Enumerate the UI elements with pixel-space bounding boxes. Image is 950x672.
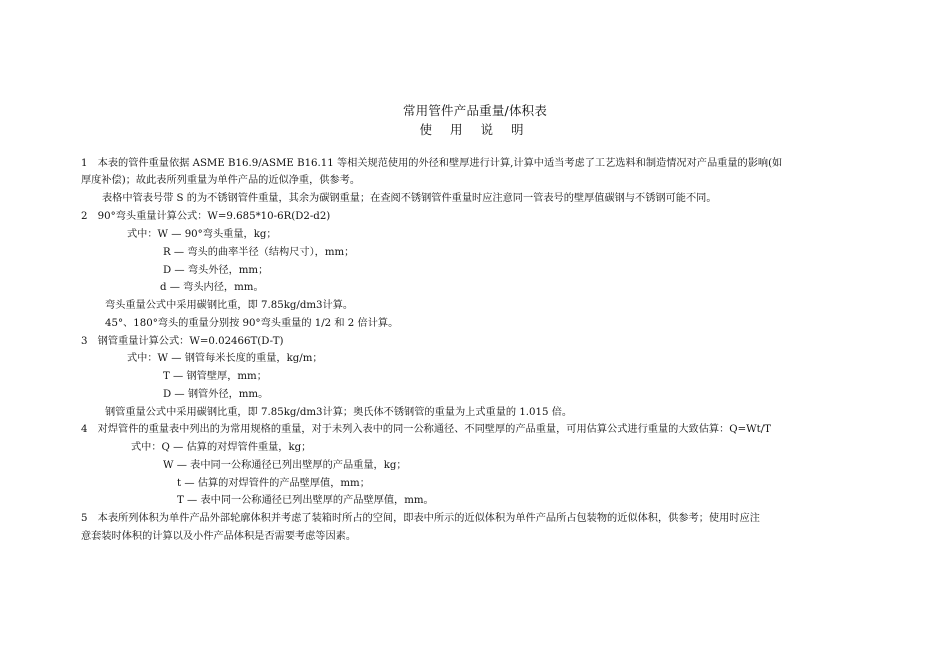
formula-variable-line: T — 表中同一公称通径已列出壁厚的产品壁厚值，mm。: [177, 495, 434, 506]
paragraph-line: 表格中管表号带 S 的为不锈钢管件重量，其余为碳钢重量；在查阅不锈钢管件重量时应注意同一管表号的壁厚值碳钢与不锈钢可能不同。: [102, 193, 717, 204]
formula-variable-line: d — 弯头内径，mm。: [160, 282, 264, 293]
formula-variable-line: 式中：Q — 估算的对焊管件重量，kg；: [131, 442, 312, 453]
document-subtitle: 使 用 说 明: [419, 122, 531, 137]
formula-variable-line: D — 钢管外径，mm。: [163, 389, 269, 400]
formula-variable-line: 式中：W — 90°弯头重量，kg；: [127, 229, 277, 240]
formula-line: 3 钢管重量计算公式：W=0.02466T(D-T): [81, 336, 284, 347]
formula-variable-line: W — 表中同一公称通径已列出壁厚的产品重量，kg；: [163, 460, 407, 471]
formula-variable-line: T — 钢管壁厚，mm；: [163, 371, 267, 382]
paragraph-line: 弯头重量公式中采用碳钢比重，即 7.85kg/dm3计算。: [105, 300, 354, 311]
formula-variable-line: t — 估算的对焊管件的产品壁厚值，mm；: [177, 478, 370, 489]
paragraph-line: 4 对焊管件的重量表中列出的为常用规格的重量，对于未列入表中的同一公称通径、不同壁厚的产品重量，可用估算公式进行重量的大致估算：Q=Wt/T: [81, 424, 771, 435]
formula-variable-line: R — 弯头的曲率半径（结构尺寸），mm；: [163, 247, 355, 258]
formula-variable-line: 式中：W — 钢管每米长度的重量，kg/m；: [127, 353, 323, 364]
document-title: 常用管件产品重量/体积表: [402, 103, 548, 118]
formula-line: 2 90°弯头重量计算公式：W=9.685*10-6R(D2-d2): [81, 211, 331, 222]
paragraph-line: 厚度补偿)；故此表所列重量为单件产品的近似净重，供参考。: [81, 175, 361, 186]
paragraph-line: 钢管重量公式中采用碳钢比重，即 7.85kg/dm3计算；奥氏体不锈钢管的重量为上式重量的 1.015 倍。: [105, 407, 573, 418]
paragraph-line: 5 本表所列体积为单件产品外部轮廓体积并考虑了装箱时所占的空间，即表中所示的近似体积为单件产品所占包装物的近似体积，供参考；使用时应注: [81, 513, 760, 524]
paragraph-line: 1 本表的管件重量依据 ASME B16.9/ASME B16.11 等相关规范使用的外径和壁厚进行计算,计算中适当考虑了工艺选料和制造情况对产品重量的影响(如: [81, 158, 783, 169]
paragraph-line: 45°、180°弯头的重量分别按 90°弯头重量的 1/2 和 2 倍计算。: [105, 318, 399, 329]
formula-variable-line: D — 弯头外径，mm；: [163, 265, 269, 276]
paragraph-line: 意套装时体积的计算以及小件产品体积是否需要考虑等因素。: [81, 531, 357, 542]
